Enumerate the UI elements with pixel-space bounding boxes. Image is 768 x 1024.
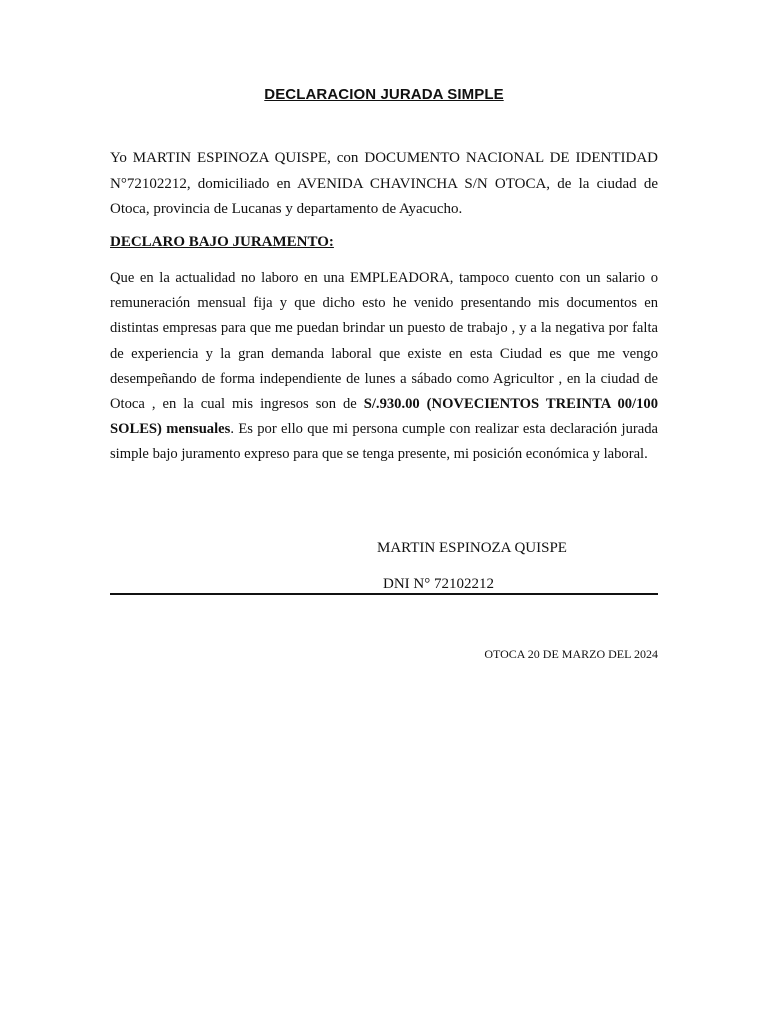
declaration-body <box>110 266 658 468</box>
signature-name: MARTIN ESPINOZA QUISPE <box>377 540 567 556</box>
document-title: DECLARACION JURADA SIMPLE <box>264 86 504 103</box>
signature-line <box>110 593 658 595</box>
income-amount: S/.930.00 (NOVECIENTOS TREINTA 00/100 SOLES) <box>110 396 658 438</box>
intro-paragraph: Yo MARTIN ESPINOZA QUISPE, con DOCUMENTO NACIONAL DE IDENTIDAD N°72102212, domiciliado en AVENIDA CHAVINCHA S/N OTOCA, de la ciudad de Otoca, provincia de Lucanas y departamento de Ayacucho. <box>110 150 658 217</box>
signature-dni: DNI N° 72102212 <box>383 576 494 592</box>
date-line: OTOCA 20 DE MARZO DEL 2024 <box>484 647 658 661</box>
body-text-part2: . Es por ello que mi persona cumple con realizar esta declaración jurada simple bajo juramento expreso para que se tenga presente, mi posición económica y laboral. <box>110 421 658 463</box>
income-period: mensuales <box>166 421 231 438</box>
declaration-heading: DECLARO BAJO JURAMENTO: <box>110 234 334 250</box>
body-text-part1: Que en la actualidad no laboro en una EMPLEADORA, tampoco cuento con un salario o remuneración mensual fija y que dicho esto he venido presentando mis documentos en distintas empresas para que me puedan brindar un puesto de trabajo , y a la negativa por falta de experiencia y la gran demanda laboral que existe en esta Ciudad es que me vengo desempeñando de forma independiente de lunes a sábado como Agricultor , en la ciudad de Otoca , en la cual mis ingresos son de <box>110 270 658 413</box>
